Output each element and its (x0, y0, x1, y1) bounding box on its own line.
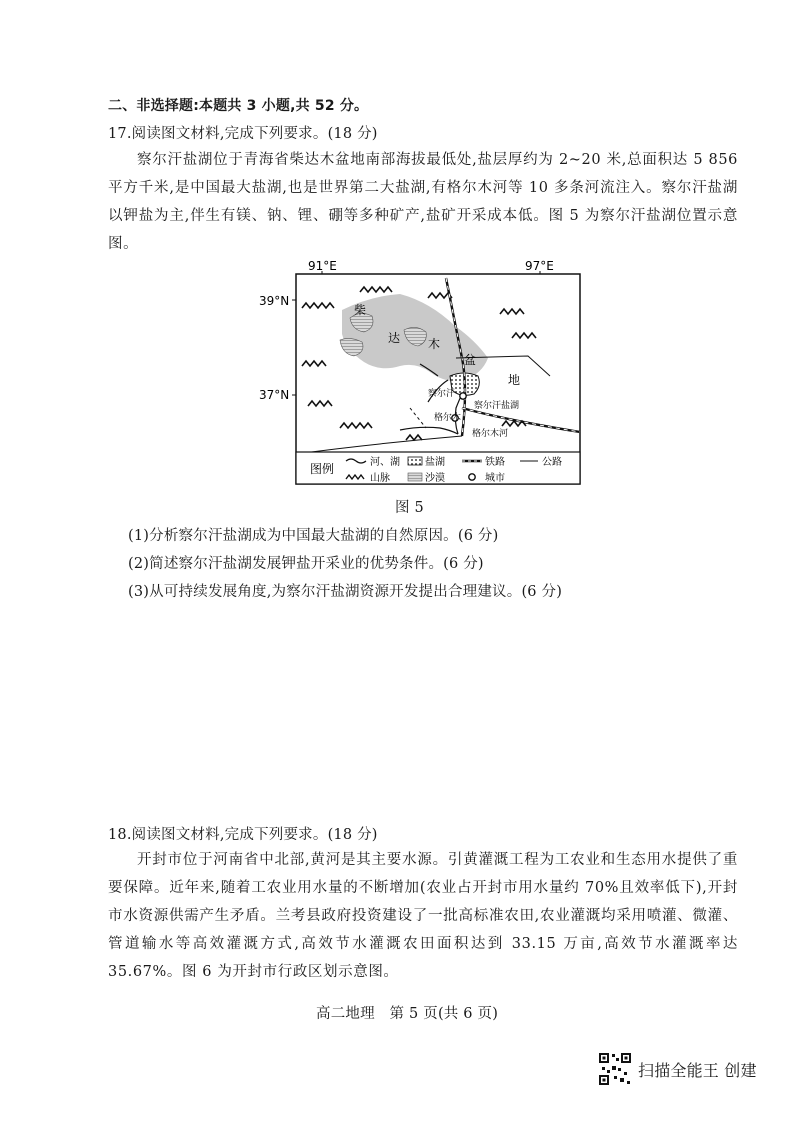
lon-right-label: 97°E (525, 259, 554, 273)
page-footer: 高二地理 第 5 页(共 6 页) (316, 1006, 499, 1022)
q18-paragraph: 开封市位于河南省中北部,黄河是其主要水源。引黄灌溉工程为工农业和生态用水提供了重要保障。近年来,随着工农业用水量的不断增加(农业占开封市用水量约 70%且效率低下),开封市水资源供需产生矛盾。兰考县政府投资建设了一批高标准农田,农业灌溉均采用喷灌、微灌、管道输水等高效灌溉方式,高效节水灌溉农田面积达到 33.15 万亩,高效节水灌溉率达 35.67%。图 6 为开封市行政区划示意图。 (108, 852, 738, 980)
place-chaerhan-lake: 察尔汗盐湖 (474, 401, 520, 411)
section-heading: 二、非选择题:本题共 3 小题,共 52 分。 (108, 98, 369, 114)
legend-city-icon (469, 474, 475, 480)
figure-5-caption: 图 5 (395, 500, 424, 516)
place-golmud: 格尔木 (434, 413, 462, 423)
basin-char-3: 木 (428, 337, 441, 351)
legend-salt-lake: 盐湖 (425, 457, 445, 468)
basin-char-5: 地 (508, 373, 521, 387)
q17-title: 17.阅读图文材料,完成下列要求。(18 分) (108, 126, 378, 142)
q17-sub-2: (2)简述察尔汗盐湖发展钾盐开采业的优势条件。(6 分) (128, 556, 484, 572)
figure-5-map (250, 258, 590, 490)
legend-river-lake: 河、湖 (370, 457, 400, 468)
basin-char-4: 盆 (464, 353, 477, 367)
place-chaerhan: 察尔汗 (428, 389, 456, 399)
place-golmud-river: 格尔木河 (472, 429, 509, 439)
city-chaerhan-marker (460, 393, 466, 399)
lat-top-label: 39°N (259, 294, 290, 308)
basin-char-2: 达 (388, 331, 401, 345)
q18-title: 18.阅读图文材料,完成下列要求。(18 分) (108, 827, 378, 843)
legend-salt-lake-icon (408, 457, 422, 465)
legend-city: 城市 (485, 473, 505, 484)
legend-mountain: 山脉 (370, 473, 390, 484)
scanner-watermark: 扫描全能王 创建 (638, 1061, 757, 1080)
qr-code-icon (598, 1052, 632, 1086)
legend-railway: 铁路 (485, 457, 505, 468)
basin-char-1: 柴 (354, 303, 367, 317)
legend-desert: 沙漠 (425, 473, 445, 484)
legend-road: 公路 (542, 457, 562, 468)
q17-paragraph: 察尔汗盐湖位于青海省柴达木盆地南部海拔最低处,盐层厚约为 2~20 米,总面积达 5 856 平方千米,是中国最大盐湖,也是世界第二大盐湖,有格尔木河等 10 多条河流注入。察尔汗盐湖以钾盐为主,伴生有镁、钠、锂、硼等多种矿产,盐矿开采成本低。图 5 为察尔汗盐湖位置示意图。 (108, 152, 738, 252)
map-legend (296, 452, 580, 484)
q17-sub-3: (3)从可持续发展角度,为察尔汗盐湖资源开发提出合理建议。(6 分) (128, 584, 563, 600)
lat-bottom-label: 37°N (259, 388, 290, 402)
q17-sub-1: (1)分析察尔汗盐湖成为中国最大盐湖的自然原因。(6 分) (128, 528, 499, 544)
lon-left-label: 91°E (308, 259, 337, 273)
legend-desert-icon (408, 473, 422, 481)
legend-title: 图例 (310, 462, 335, 476)
